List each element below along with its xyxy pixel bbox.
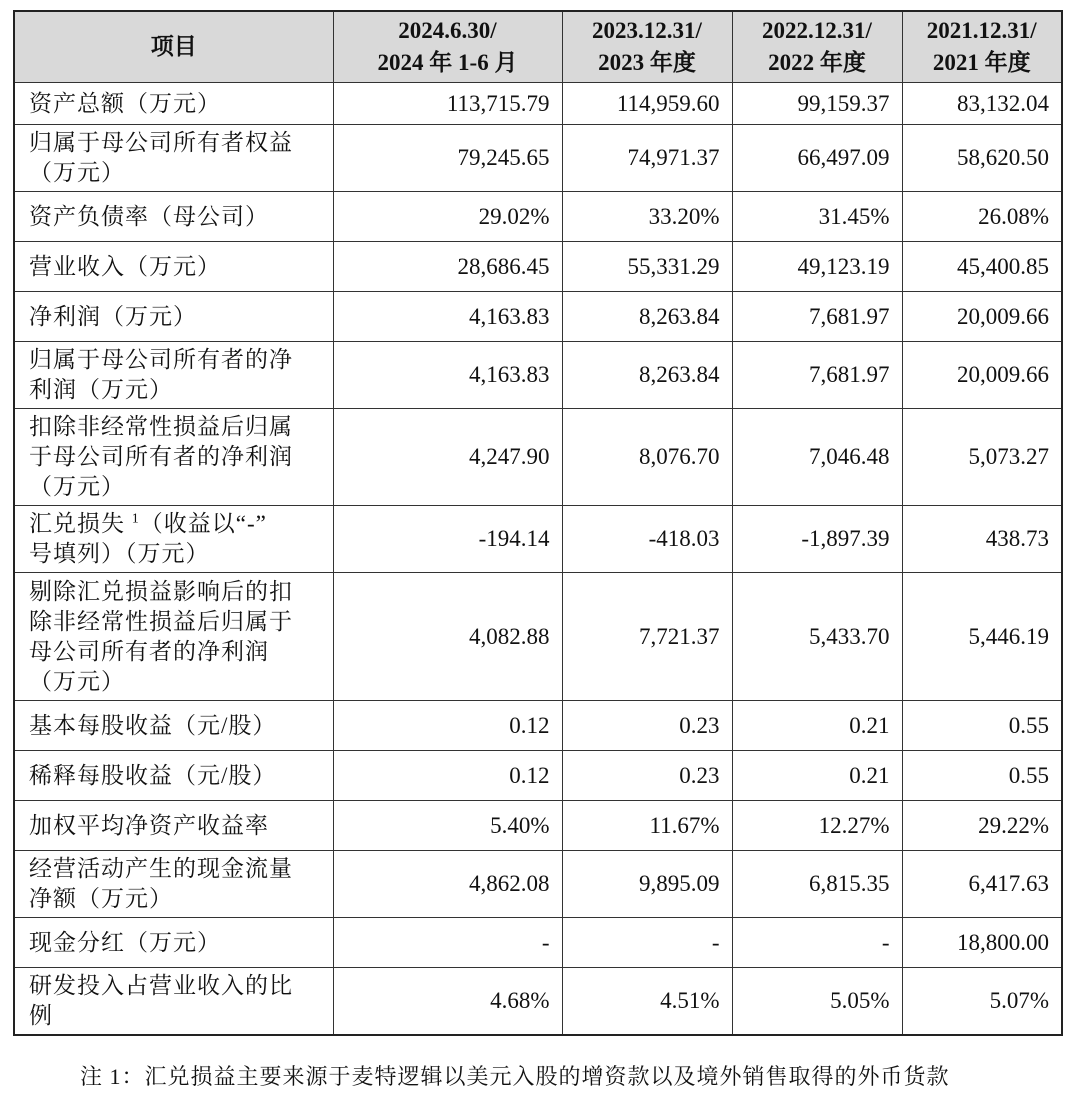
- row-value: 29.22%: [902, 801, 1062, 851]
- row-value: 6,417.63: [902, 851, 1062, 918]
- row-value: 55,331.29: [562, 242, 732, 292]
- row-value: 4,082.88: [333, 573, 562, 701]
- row-value: -: [562, 918, 732, 968]
- row-value: 0.23: [562, 751, 732, 801]
- row-label: 研发投入占营业收入的比 例: [14, 968, 333, 1036]
- footnote: 注 1：汇兑损益主要来源于麦特逻辑以美元入股的增资款以及境外销售取得的外币货款: [80, 1064, 950, 1089]
- row-value: 18,800.00: [902, 918, 1062, 968]
- row-label: 资产总额（万元）: [14, 83, 333, 125]
- row-value: 0.55: [902, 701, 1062, 751]
- row-value: 7,046.48: [732, 409, 902, 506]
- row-label: 资产负债率（母公司）: [14, 192, 333, 242]
- row-value: 438.73: [902, 506, 1062, 573]
- table-row: [14, 192, 1062, 242]
- row-label: 加权平均净资产收益率: [14, 801, 333, 851]
- table-row: [14, 801, 1062, 851]
- row-value: 5,433.70: [732, 573, 902, 701]
- row-value: 4.51%: [562, 968, 732, 1036]
- table-row: [14, 573, 1062, 701]
- row-label: 净利润（万元）: [14, 292, 333, 342]
- row-value: 33.20%: [562, 192, 732, 242]
- row-value: 113,715.79: [333, 83, 562, 125]
- row-value: 114,959.60: [562, 83, 732, 125]
- row-label: 基本每股收益（元/股）: [14, 701, 333, 751]
- row-label: 稀释每股收益（元/股）: [14, 751, 333, 801]
- row-label: 营业收入（万元）: [14, 242, 333, 292]
- row-value: 12.27%: [732, 801, 902, 851]
- table-row: [14, 342, 1062, 409]
- row-value: 5.07%: [902, 968, 1062, 1036]
- row-value: 28,686.45: [333, 242, 562, 292]
- table-row: [14, 851, 1062, 918]
- row-value: 4,862.08: [333, 851, 562, 918]
- row-value: 0.12: [333, 701, 562, 751]
- row-value: -: [333, 918, 562, 968]
- row-value: 99,159.37: [732, 83, 902, 125]
- row-value: 49,123.19: [732, 242, 902, 292]
- table-row: [14, 125, 1062, 192]
- row-value: 5.40%: [333, 801, 562, 851]
- row-label: 扣除非经常性损益后归属 于母公司所有者的净利润 （万元）: [14, 409, 333, 506]
- row-value: 45,400.85: [902, 242, 1062, 292]
- table-row: [14, 506, 1062, 573]
- row-value: 0.21: [732, 701, 902, 751]
- row-value: 26.08%: [902, 192, 1062, 242]
- table-row: [14, 968, 1062, 1036]
- row-value: 5.05%: [732, 968, 902, 1036]
- row-label: 现金分红（万元）: [14, 918, 333, 968]
- row-value: 79,245.65: [333, 125, 562, 192]
- table-row: [14, 409, 1062, 506]
- table-row: [14, 751, 1062, 801]
- header-period-2023: 2023.12.31/ 2023 年度: [562, 11, 732, 83]
- row-value: 4,163.83: [333, 342, 562, 409]
- row-label: 归属于母公司所有者的净 利润（万元）: [14, 342, 333, 409]
- row-value: 20,009.66: [902, 342, 1062, 409]
- row-value: 58,620.50: [902, 125, 1062, 192]
- row-label: 归属于母公司所有者权益 （万元）: [14, 125, 333, 192]
- table-row: [14, 292, 1062, 342]
- table-row: [14, 918, 1062, 968]
- row-label: 剔除汇兑损益影响后的扣 除非经常性损益后归属于 母公司所有者的净利润 （万元）: [14, 573, 333, 701]
- row-value: -: [732, 918, 902, 968]
- row-value: 74,971.37: [562, 125, 732, 192]
- row-value: 0.12: [333, 751, 562, 801]
- table-row: [14, 701, 1062, 751]
- row-value: 0.23: [562, 701, 732, 751]
- row-value: 7,681.97: [732, 292, 902, 342]
- row-value: 66,497.09: [732, 125, 902, 192]
- row-value: 20,009.66: [902, 292, 1062, 342]
- row-value: -1,897.39: [732, 506, 902, 573]
- row-label: 经营活动产生的现金流量 净额（万元）: [14, 851, 333, 918]
- row-value: 0.55: [902, 751, 1062, 801]
- row-value: 0.21: [732, 751, 902, 801]
- header-item: 项目: [14, 11, 333, 83]
- row-value: -194.14: [333, 506, 562, 573]
- row-value: -418.03: [562, 506, 732, 573]
- row-value: 8,263.84: [562, 292, 732, 342]
- header-period-2024h1: 2024.6.30/ 2024 年 1-6 月: [333, 11, 562, 83]
- row-value: 4,247.90: [333, 409, 562, 506]
- row-value: 29.02%: [333, 192, 562, 242]
- row-value: 5,446.19: [902, 573, 1062, 701]
- financial-summary-table: [13, 10, 1063, 1036]
- row-value: 8,263.84: [562, 342, 732, 409]
- row-value: 7,681.97: [732, 342, 902, 409]
- row-value: 6,815.35: [732, 851, 902, 918]
- header-period-2021: 2021.12.31/ 2021 年度: [902, 11, 1062, 83]
- row-value: 9,895.09: [562, 851, 732, 918]
- row-value: 11.67%: [562, 801, 732, 851]
- header-period-2022: 2022.12.31/ 2022 年度: [732, 11, 902, 83]
- row-value: 31.45%: [732, 192, 902, 242]
- row-value: 5,073.27: [902, 409, 1062, 506]
- row-value: 83,132.04: [902, 83, 1062, 125]
- row-value: 8,076.70: [562, 409, 732, 506]
- header-row: [14, 11, 1062, 83]
- row-value: 7,721.37: [562, 573, 732, 701]
- row-value: 4.68%: [333, 968, 562, 1036]
- table-row: [14, 242, 1062, 292]
- table-row: [14, 83, 1062, 125]
- row-label: 汇兑损失 $^1$（收益以“-” 号填列）（万元）: [14, 506, 333, 573]
- footnote-marker: 1: [131, 511, 140, 527]
- row-value: 4,163.83: [333, 292, 562, 342]
